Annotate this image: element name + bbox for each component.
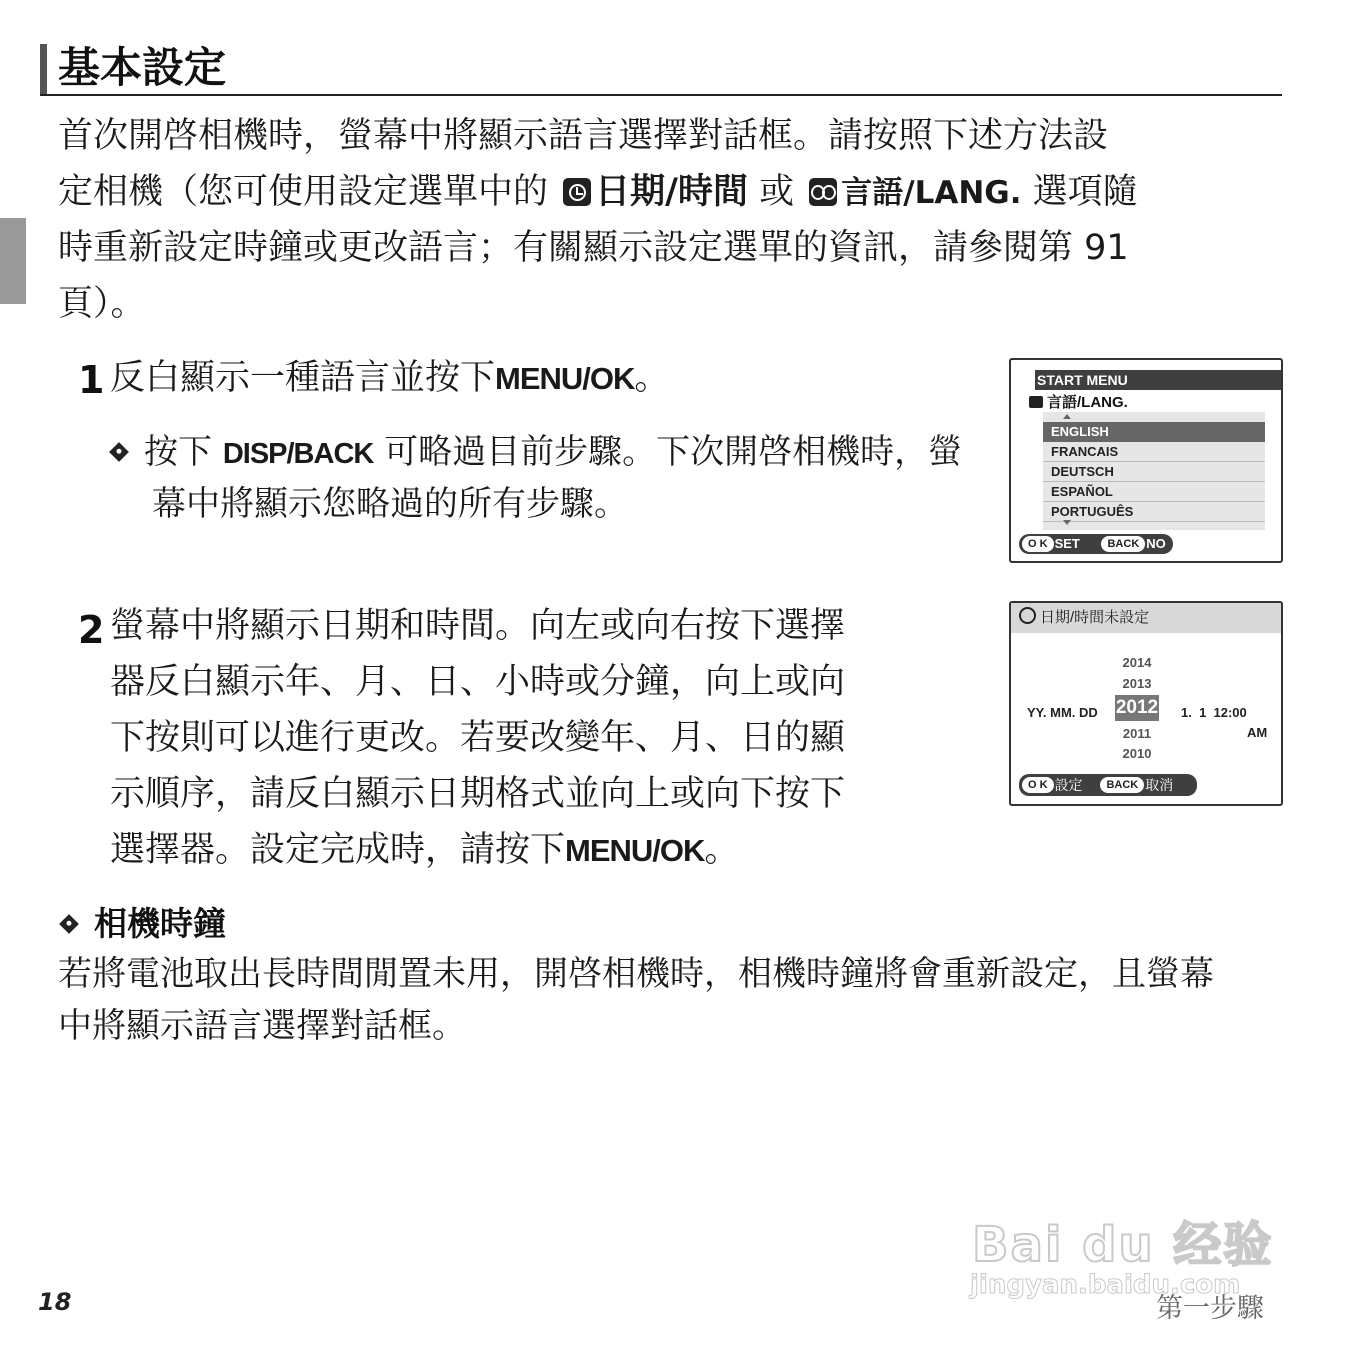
clock-note-line-2: 中將顯示語言選擇對話框。 xyxy=(58,1006,466,1046)
step-1-note xyxy=(112,424,962,482)
date-option-label: 日期/時間 xyxy=(595,172,748,212)
language-icon xyxy=(809,178,837,206)
language-select-screen xyxy=(1009,358,1283,563)
step-2-line-5a: 選擇器。設定完成時，請按下 xyxy=(110,830,566,870)
intro-line-2b: 選項隨 xyxy=(1032,172,1138,212)
step-2-line-4: 示順序，請反白顯示日期格式並向上或向下按下 xyxy=(110,774,846,814)
date-time-header-text: 日期/時間未設定 xyxy=(1040,609,1150,626)
year-option: 2014 xyxy=(1122,655,1152,670)
language-option-english[interactable]: ENGLISH xyxy=(1043,422,1265,442)
step-2-line-5 xyxy=(110,822,739,879)
language-option-francais[interactable]: FRANCAIS xyxy=(1043,442,1265,462)
year-option: 2010 xyxy=(1122,746,1152,761)
intro-line-4: 頁）。 xyxy=(58,284,146,324)
language-option-deutsch[interactable]: DEUTSCH xyxy=(1043,462,1265,482)
step-1-text-a: 反白顯示一種語言並按下 xyxy=(110,358,496,398)
language-list xyxy=(1043,412,1265,530)
menu-ok-button-label: MENU/OK xyxy=(565,833,705,868)
ok-key-icon: O K xyxy=(1022,777,1054,793)
page-number: 18 xyxy=(38,1288,72,1316)
watermark-logo: Bai du 经验 xyxy=(972,1217,1274,1273)
no-label: NO xyxy=(1146,536,1166,551)
step-2-line-5b: 。 xyxy=(704,830,740,870)
disp-back-button-label: DISP/BACK xyxy=(222,438,374,470)
note-icon xyxy=(109,442,129,462)
step-2-line-2: 器反白顯示年、月、日、小時或分鐘，向上或向 xyxy=(110,662,846,702)
year-option: 2011 xyxy=(1122,726,1152,741)
language-option-portugues[interactable]: PORTUGUÊS xyxy=(1043,502,1265,522)
set-label: 設定 xyxy=(1054,777,1083,793)
scroll-down-icon xyxy=(1063,520,1071,525)
date-format[interactable]: YY. MM. DD xyxy=(1027,705,1098,720)
lang-option-label: 言語/LANG. xyxy=(841,175,1022,211)
step-2-line-3: 下按則可以進行更改。若要改變年、月、日的顯 xyxy=(110,718,846,758)
back-key-icon: BACK xyxy=(1101,536,1145,552)
step-1-text-b: 。 xyxy=(634,358,670,398)
start-menu-header: START MENU xyxy=(1035,370,1283,390)
clock-icon xyxy=(563,178,591,206)
am-pm: AM xyxy=(1247,725,1268,740)
date-time-screen xyxy=(1009,601,1283,806)
intro-line-2a: 定相機（您可使用設定選單中的 xyxy=(58,172,549,212)
intro-line-1: 首次開啓相機時，螢幕中將顯示語言選擇對話框。請按照下述方法設 xyxy=(58,116,1109,156)
clock-note-title-text: 相機時鐘 xyxy=(94,904,226,943)
intro-line-2 xyxy=(58,164,1138,221)
step-2-line-1: 螢幕中將顯示日期和時間。向左或向右按下選擇 xyxy=(110,606,846,646)
lang-screen-footer xyxy=(1019,534,1173,554)
scroll-up-icon xyxy=(1063,414,1071,419)
note-icon xyxy=(59,914,79,934)
page-title: 基本設定 xyxy=(58,43,227,92)
date-time-header xyxy=(1011,603,1281,633)
chapter-label: 第一步驟 xyxy=(1156,1293,1264,1324)
title-rule xyxy=(40,94,1282,96)
watermark-url: jingyan.baidu.com xyxy=(970,1270,1241,1300)
ok-key-icon: O K xyxy=(1022,536,1054,552)
step-1-number: 1 xyxy=(78,358,105,402)
date-time-value[interactable]: 1. 1 12:00 xyxy=(1181,705,1247,720)
date-screen-footer xyxy=(1019,774,1197,796)
clock-icon xyxy=(1019,607,1036,624)
language-icon xyxy=(1029,396,1043,408)
clock-note-title xyxy=(62,902,226,946)
lang-menu-title xyxy=(1029,391,1128,412)
cancel-label: 取消 xyxy=(1145,777,1174,793)
step-1-text xyxy=(110,350,669,407)
step-1-note-a: 按下 xyxy=(144,432,212,472)
back-key-icon: BACK xyxy=(1100,777,1144,793)
intro-or: 或 xyxy=(759,172,795,212)
lang-menu-title-text: 言語/LANG. xyxy=(1047,394,1128,411)
year-option: 2013 xyxy=(1122,676,1152,691)
language-option-espanol[interactable]: ESPAÑOL xyxy=(1043,482,1265,502)
menu-ok-button-label: MENU/OK xyxy=(495,361,635,396)
clock-note-line-1: 若將電池取出長時間閒置未用，開啓相機時，相機時鐘將會重新設定，且螢幕 xyxy=(58,954,1214,994)
set-label: SET xyxy=(1054,536,1080,551)
side-tab xyxy=(0,218,26,304)
step-1-note-line-2: 幕中將顯示您略過的所有步驟。 xyxy=(152,484,628,524)
intro-line-3: 時重新設定時鐘或更改語言；有關顯示設定選單的資訊，請參閱第 91 xyxy=(58,228,1129,268)
step-1-note-b: 可略過目前步驟。下次開啓相機時，螢 xyxy=(384,432,963,472)
step-2-number: 2 xyxy=(78,608,105,652)
title-bar xyxy=(40,44,47,94)
year-selected[interactable]: 2012 xyxy=(1115,695,1159,721)
